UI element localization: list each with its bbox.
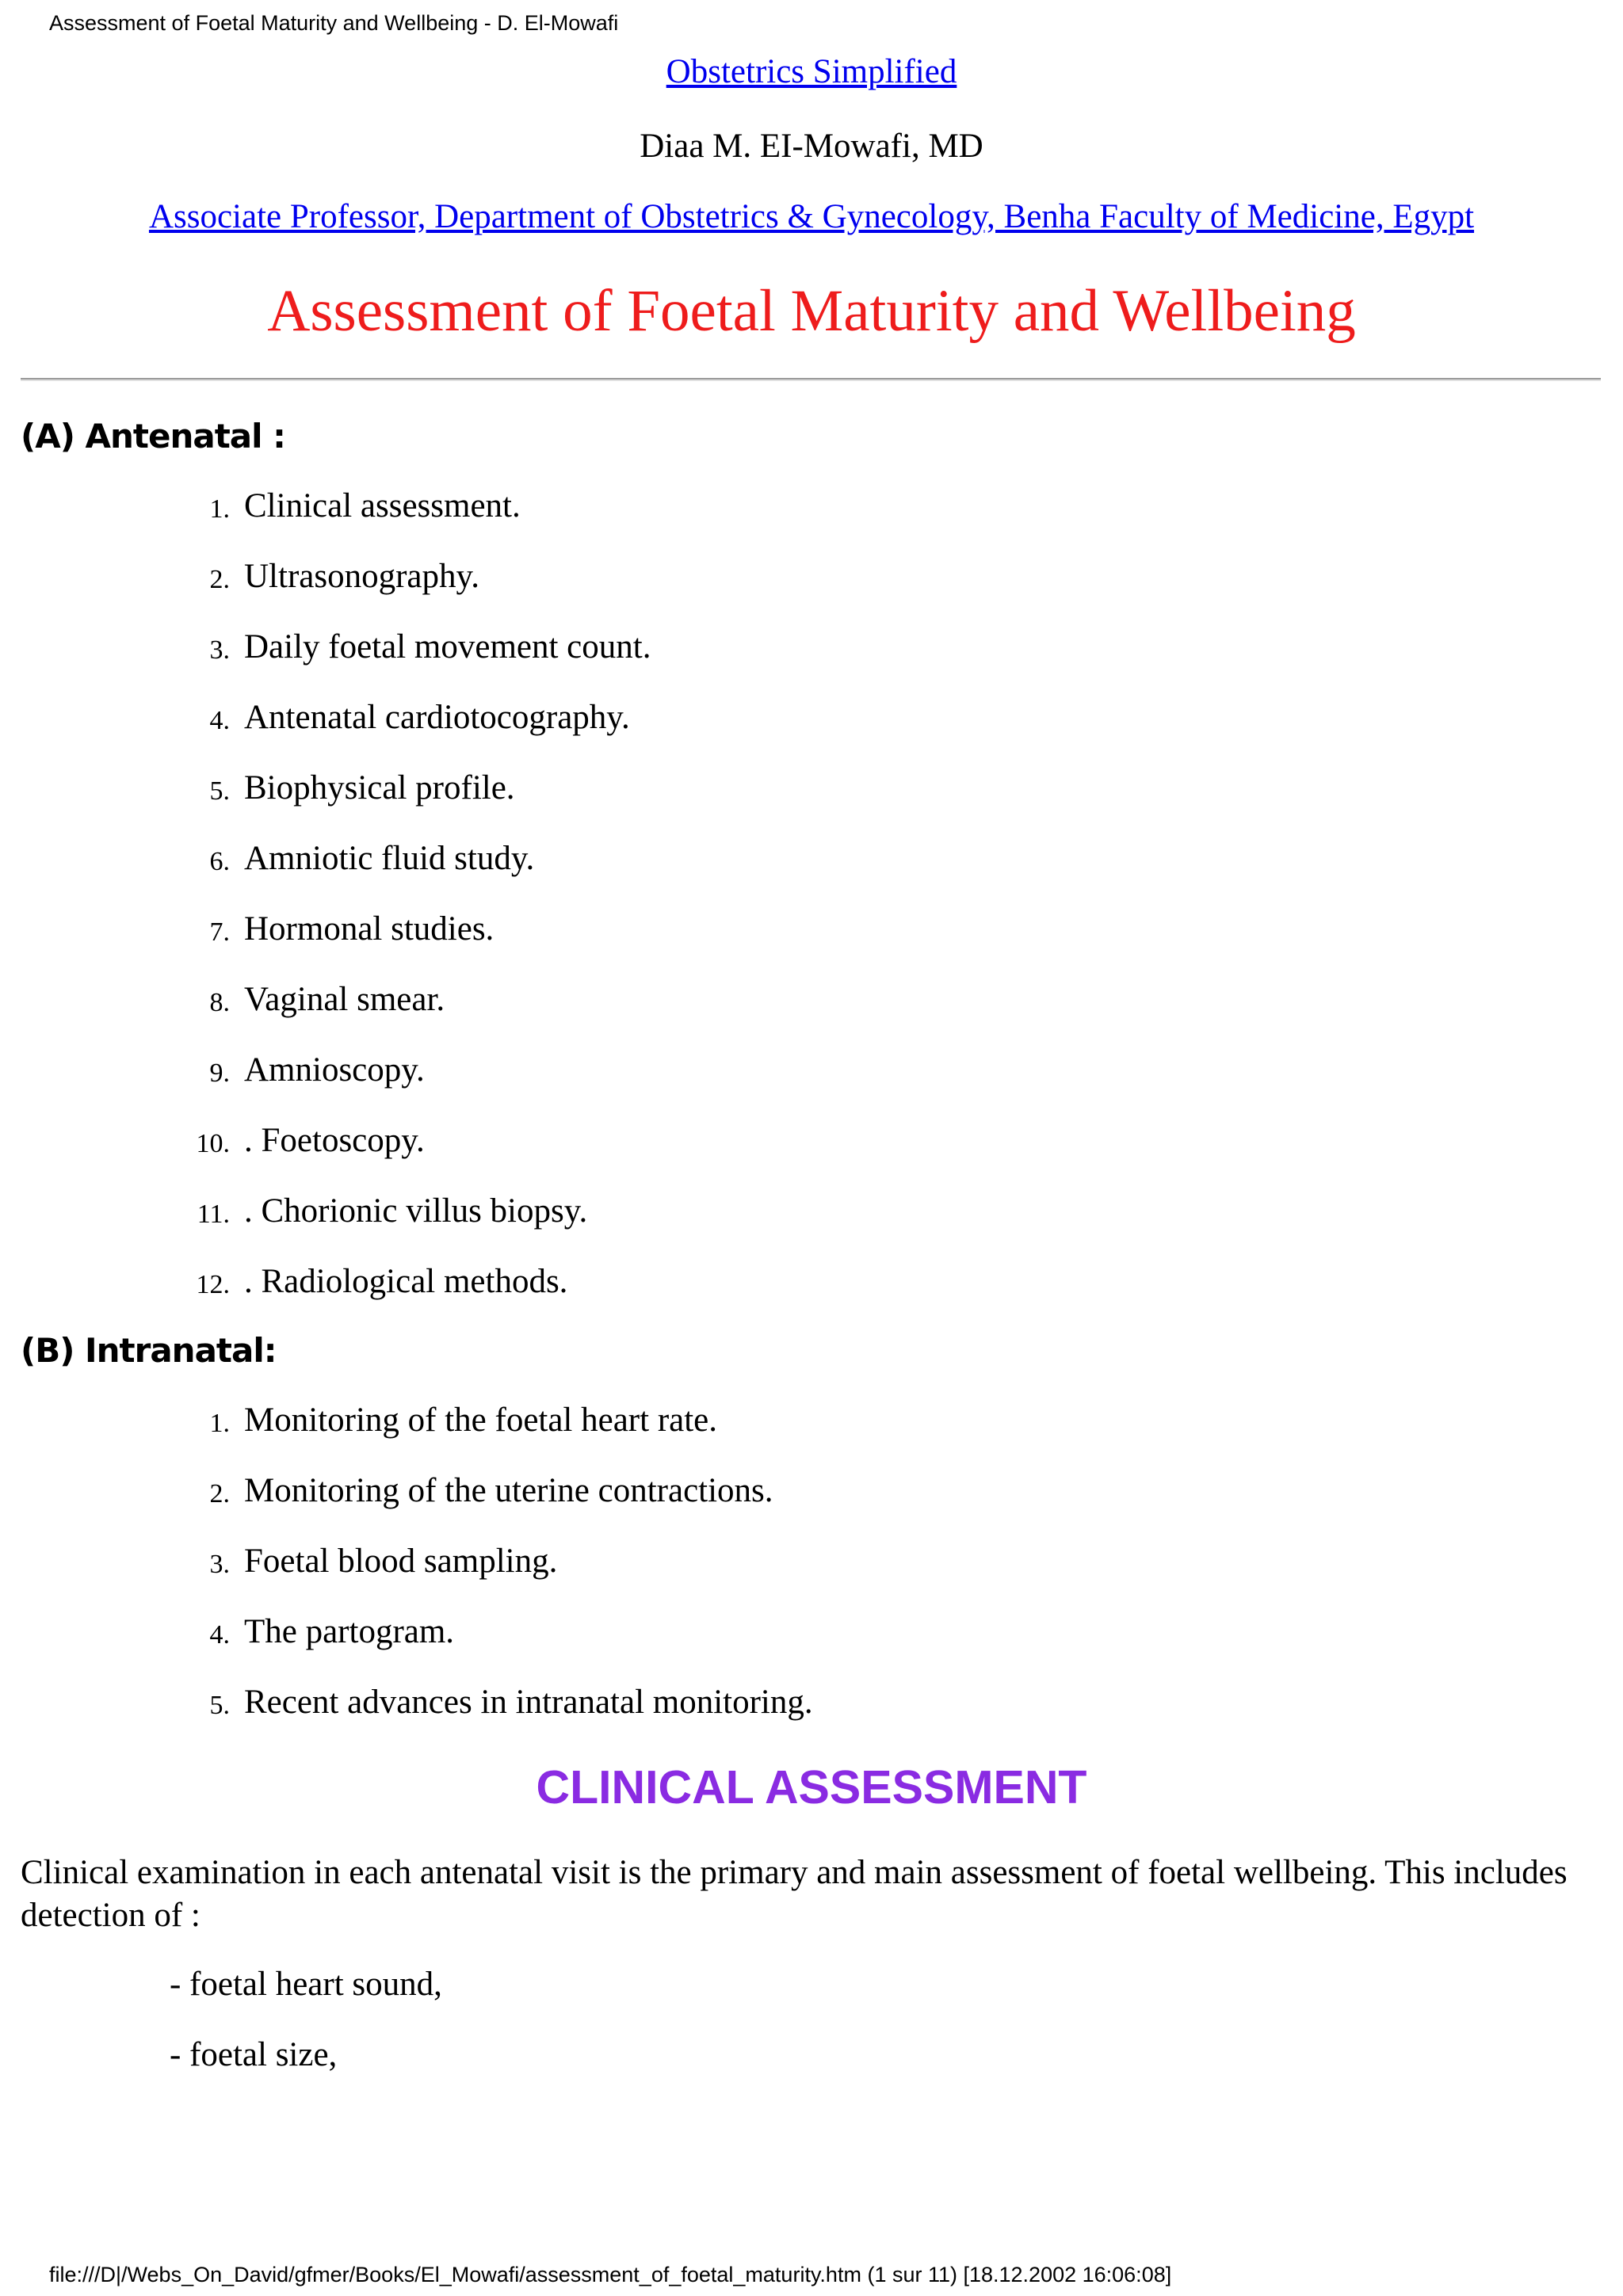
print-header: Assessment of Foetal Maturity and Wellbeing - D. El-Mowafi — [49, 11, 619, 35]
list-item: - foetal size, — [170, 2036, 338, 2073]
list-item-number: 4. — [209, 706, 230, 735]
list-item-number: 5. — [209, 1691, 230, 1720]
list-item-text: Biophysical profile. — [244, 769, 515, 807]
list-item-number: 1. — [209, 1409, 230, 1438]
affiliation-link[interactable]: Associate Professor, Department of Obstetrics & Gynecology, Benha Faculty of Medicine, Egypt — [148, 198, 1475, 235]
list-item-text: The partogram. — [244, 1613, 455, 1650]
list-item-number: 8. — [209, 988, 230, 1017]
page-title: Assessment of Foetal Maturity and Wellbeing — [267, 278, 1356, 344]
clinical-assessment-heading: CLINICAL ASSESSMENT — [536, 1761, 1087, 1814]
affiliation-line — [0, 197, 1623, 236]
list-item-text: Amnioscopy. — [244, 1051, 425, 1089]
list-item-number: 3. — [209, 1550, 230, 1579]
antenatal-heading: (A) Antenatal : — [21, 417, 285, 456]
list-item-number: 10. — [196, 1129, 230, 1158]
list-item-text: Clinical assessment. — [244, 487, 521, 524]
list-item-text: Foetal blood sampling. — [244, 1543, 558, 1580]
list-item-text: . Chorionic villus biopsy. — [244, 1192, 588, 1230]
list-item-text: Vaginal smear. — [244, 981, 445, 1018]
list-item-text: . Radiological methods. — [244, 1263, 568, 1300]
list-item-text: Amniotic fluid study. — [244, 840, 535, 877]
list-item-number: 9. — [209, 1058, 230, 1088]
list-item-text: Recent advances in intranatal monitoring. — [244, 1684, 813, 1721]
list-item-text: Hormonal studies. — [244, 910, 495, 948]
intranatal-heading: (B) Intranatal: — [21, 1331, 277, 1370]
site-title-line — [0, 52, 1623, 91]
list-item-number: 6. — [209, 847, 230, 876]
list-item-number: 4. — [209, 1620, 230, 1650]
list-item-number: 1. — [209, 494, 230, 524]
list-item-number: 3. — [209, 635, 230, 665]
list-item-number: 12. — [196, 1270, 230, 1299]
list-item-number: 11. — [197, 1199, 230, 1229]
list-item-number: 7. — [209, 917, 230, 947]
horizontal-rule — [21, 378, 1601, 381]
author: Diaa M. EI-Mowafi, MD — [640, 128, 983, 165]
clinical-paragraph: Clinical examination in each antenatal visit is the primary and main assessment of foetal wellbeing. This includes detection of : — [21, 1854, 1568, 1934]
list-item-text: . Foetoscopy. — [244, 1122, 425, 1159]
list-item-text: Ultrasonography. — [244, 558, 479, 595]
list-item-number: 2. — [209, 1479, 230, 1508]
site-title-link[interactable]: Obstetrics Simplified — [666, 53, 957, 90]
list-item-text: Antenatal cardiotocography. — [244, 699, 630, 736]
print-footer: file:///D|/Webs_On_David/gfmer/Books/El_Mowafi/assessment_of_foetal_maturity.htm (1 sur 11) [18.12.2002 16:06:08] — [49, 2263, 1172, 2286]
list-item-text: Monitoring of the uterine contractions. — [244, 1472, 773, 1509]
list-item-text: Monitoring of the foetal heart rate. — [244, 1402, 718, 1439]
list-item-number: 2. — [209, 565, 230, 594]
list-item-number: 5. — [209, 776, 230, 806]
list-item-text: Daily foetal movement count. — [244, 628, 651, 666]
list-item: - foetal heart sound, — [170, 1966, 442, 2003]
